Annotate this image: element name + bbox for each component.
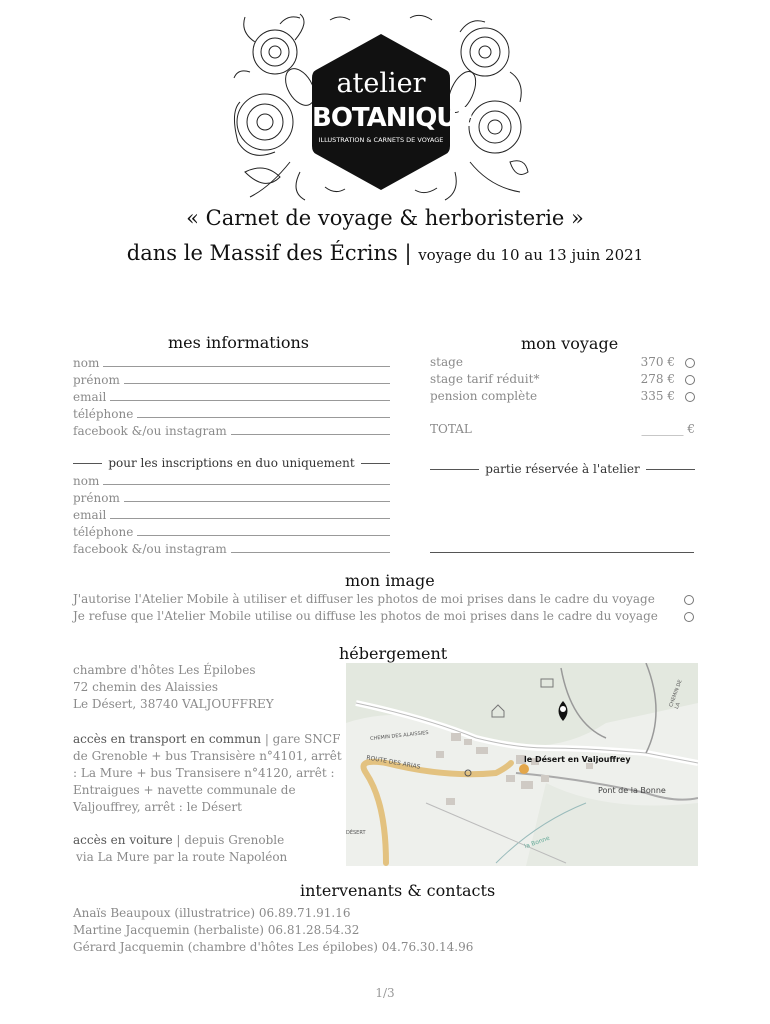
field-label: nom	[73, 356, 100, 370]
address-line: chambre d'hôtes Les Épilobes	[73, 663, 256, 677]
voyage-item-price: 335 €	[640, 389, 675, 403]
transport-info	[73, 731, 343, 816]
contact-item: Anaïs Beaupoux (illustratrice) 06.89.71.91.16	[73, 906, 351, 920]
hebergement-address	[73, 662, 338, 713]
car-info	[73, 832, 343, 866]
field-label: email	[73, 390, 107, 404]
duo-label: pour les inscriptions en duo uniquement	[108, 456, 355, 470]
duo-telephone-field[interactable]	[73, 522, 390, 539]
radio-circle-icon[interactable]	[685, 358, 695, 368]
radio-circle-icon[interactable]	[685, 392, 695, 402]
subtitle-separator: |	[397, 241, 419, 265]
voyage-total	[430, 422, 695, 436]
field-label: téléphone	[73, 525, 134, 539]
logo-line-atelier: atelier	[336, 68, 426, 99]
telephone-field[interactable]	[73, 404, 390, 421]
subtitle-main: dans le Massif des Écrins	[126, 241, 398, 265]
page-title: « Carnet de voyage & herboristerie »	[186, 206, 584, 230]
image-consent-no: Je refuse que l'Atelier Mobile utilise ou diffuse les photos de moi prises dans le cadre du voyage	[73, 609, 658, 623]
voyage-item-label: stage tarif réduit*	[430, 372, 540, 386]
duo-prenom-field[interactable]	[73, 488, 390, 505]
car-text-2: via La Mure par la route Napoléon	[76, 850, 288, 864]
map-road-desert: DÉSERT	[346, 830, 366, 836]
map-river-label: la Bonne	[523, 834, 551, 851]
prenom-field[interactable]	[73, 370, 390, 387]
transport-text: | gare SNCF de Grenoble + bus Transisère n°4101, arrêt : La Mure + bus Transisere n°4120, arrêt : Entraigues + navette communale de Valjouffrey, arrêt : le Désert	[73, 732, 342, 814]
transport-label: accès en transport en commun	[73, 732, 261, 746]
contact-item: Gérard Jacquemin (chambre d'hôtes Les épilobes) 04.76.30.14.96	[73, 940, 474, 954]
car-text: | depuis Grenoble	[176, 833, 285, 847]
mes-informations-heading: mes informations	[168, 333, 309, 352]
field-label: email	[73, 508, 107, 522]
map-road-arias: ROUTE DES ARIAS	[365, 754, 421, 771]
radio-yes-icon[interactable]	[684, 595, 694, 605]
social-field[interactable]	[73, 421, 390, 438]
logo-tagline: ILLUSTRATION & CARNETS DE VOYAGE	[318, 136, 444, 144]
field-label: nom	[73, 474, 100, 488]
reserved-signature-line	[430, 552, 694, 553]
voyage-item-label: stage	[430, 355, 463, 369]
total-label: TOTAL	[430, 422, 472, 436]
voyage-item-reduit[interactable]	[430, 372, 695, 386]
field-label: facebook &/ou instagram	[73, 542, 227, 556]
image-consent-yes: J'autorise l'Atelier Mobile à utiliser et diffuser les photos de moi prises dans le cadre du voyage	[73, 592, 655, 606]
location-map[interactable]	[346, 663, 698, 866]
reserved-label: partie réservée à l'atelier	[485, 462, 640, 476]
voyage-item-stage[interactable]	[430, 355, 695, 369]
field-label: prénom	[73, 491, 120, 505]
field-label: téléphone	[73, 407, 134, 421]
voyage-item-label: pension complète	[430, 389, 538, 403]
voyage-item-price: 370 €	[640, 355, 675, 369]
contacts-list	[73, 905, 673, 956]
voyage-item-price: 278 €	[640, 372, 675, 386]
page-subtitle	[0, 241, 770, 265]
field-label: facebook &/ou instagram	[73, 424, 227, 438]
contacts-heading: intervenants & contacts	[300, 881, 496, 900]
map-road-alaissies: CHEMIN DES ALAISSIES	[369, 729, 429, 743]
email-field[interactable]	[73, 387, 390, 404]
duo-social-field[interactable]	[73, 539, 390, 556]
duo-divider	[73, 456, 390, 470]
duo-email-field[interactable]	[73, 505, 390, 522]
atelier-botanique-logo	[230, 12, 530, 202]
contact-item: Martine Jacquemin (herbaliste) 06.81.28.54.32	[73, 923, 360, 937]
address-line: 72 chemin des Alaissies	[73, 680, 219, 694]
mon-voyage-heading: mon voyage	[521, 334, 619, 353]
logo-line-botanique: BOTANIQUE	[312, 103, 474, 133]
total-value[interactable]: _______ €	[641, 422, 695, 436]
nom-field[interactable]	[73, 353, 390, 370]
hebergement-heading: hébergement	[339, 644, 448, 663]
map-bridge-label: Pont de la Bonne	[598, 786, 666, 795]
field-label: prénom	[73, 373, 120, 387]
map-road-chemin: CHEMIN DE LA	[668, 679, 684, 710]
radio-no-icon[interactable]	[684, 612, 694, 622]
duo-nom-field[interactable]	[73, 471, 390, 488]
mon-image-heading: mon image	[345, 571, 435, 590]
address-line: Le Désert, 38740 VALJOUFFREY	[73, 697, 274, 711]
car-label: accès en voiture	[73, 833, 173, 847]
voyage-item-pension[interactable]	[430, 389, 695, 403]
map-place-label: le Désert en Valjouffrey	[524, 755, 631, 764]
subtitle-dates: voyage du 10 au 13 juin 2021	[418, 246, 644, 264]
radio-circle-icon[interactable]	[685, 375, 695, 385]
reserved-divider	[430, 462, 695, 476]
page-number: 1/3	[375, 986, 395, 1000]
